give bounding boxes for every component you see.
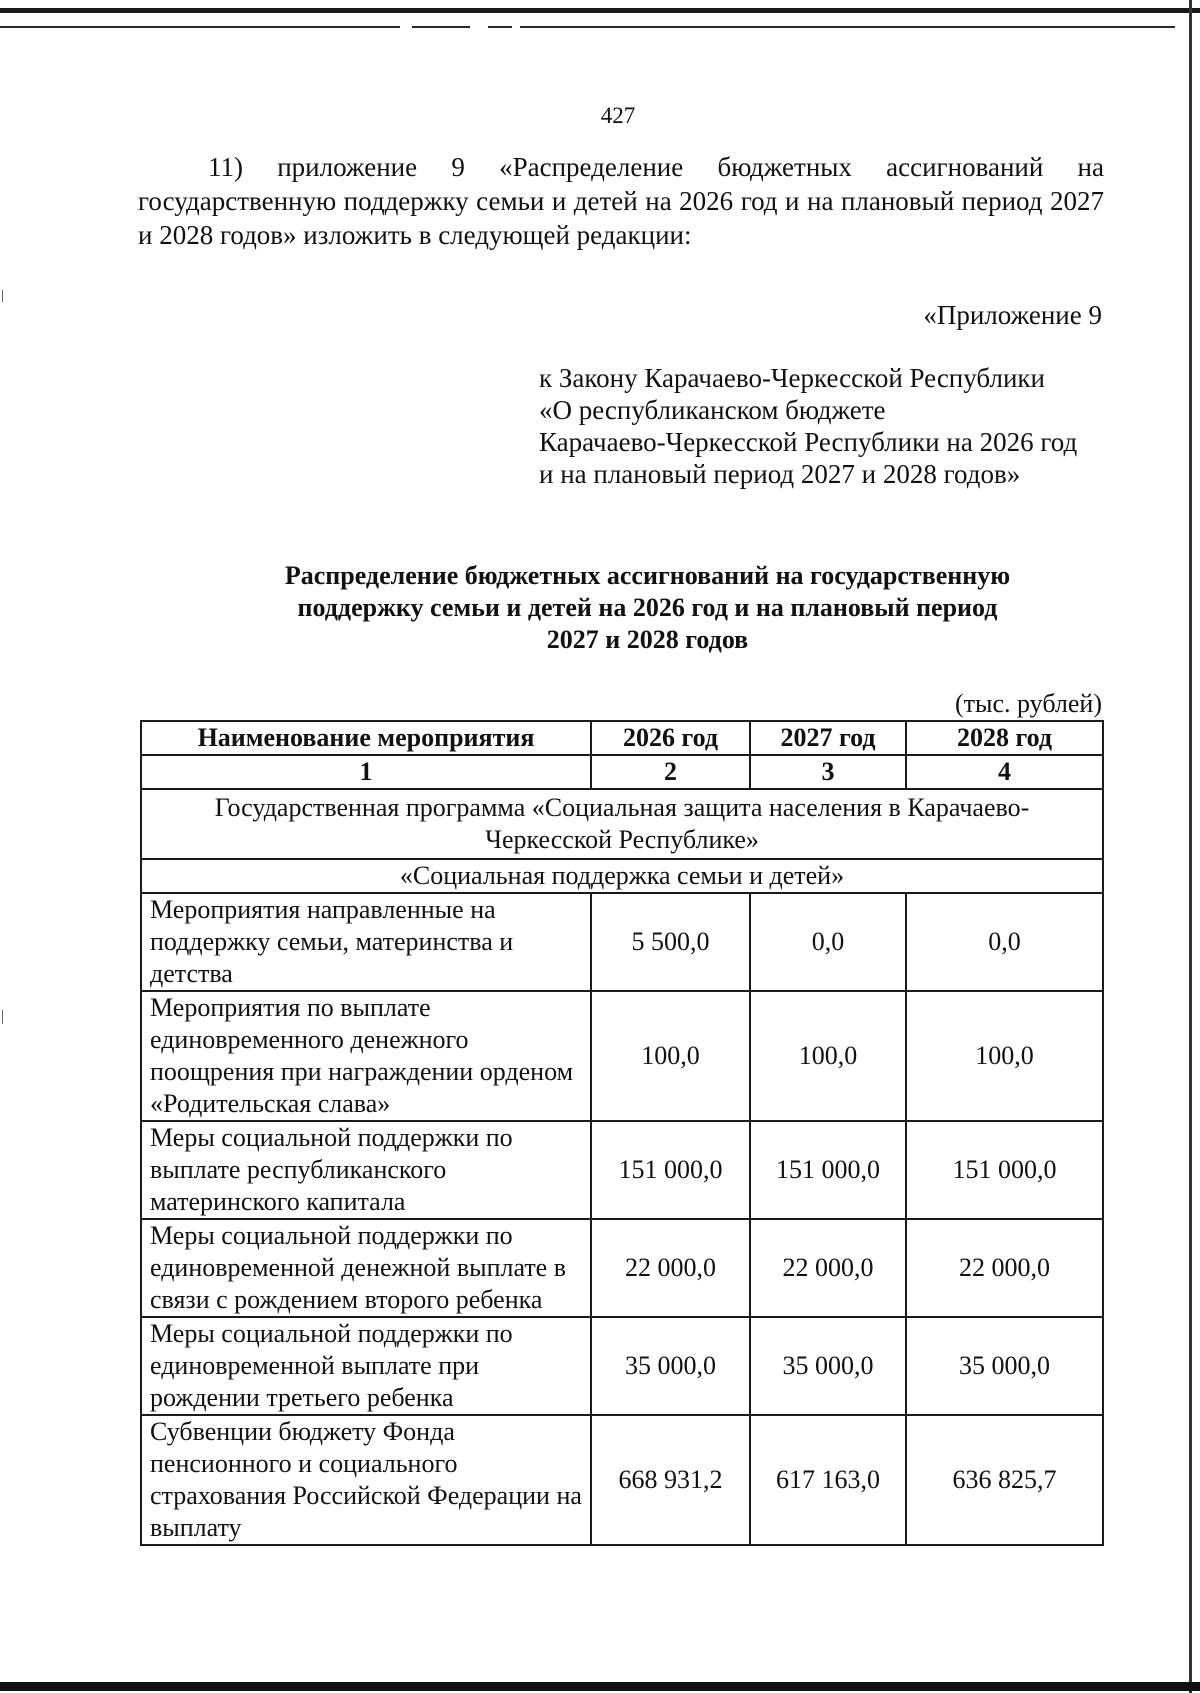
appendix-line: к Закону Карачаево-Черкесской Республики <box>539 363 1045 393</box>
appendix-reference <box>539 362 1119 490</box>
appendix-line: «О республиканском бюджете <box>539 395 886 425</box>
title-line: Распределение бюджетных ассигнований на государственную <box>284 561 1011 590</box>
title-line: 2027 и 2028 годов <box>546 625 749 654</box>
header-cell: 2028 год <box>906 721 1103 755</box>
value-2026-cell: 22 000,0 <box>591 1219 750 1317</box>
table-row <box>141 1317 1103 1415</box>
row-name-cell: Меры социальной поддержки по выплате республиканского материнского капитала <box>141 1121 591 1219</box>
budget-table <box>140 720 1104 1546</box>
scan-border-right <box>1189 0 1192 1693</box>
table-row <box>141 1121 1103 1219</box>
value-2026-cell: 668 931,2 <box>591 1415 750 1545</box>
table-row <box>141 991 1103 1121</box>
value-2026-cell: 5 500,0 <box>591 893 750 991</box>
value-2027-cell: 0,0 <box>750 893 906 991</box>
column-number-cell: 1 <box>141 755 591 789</box>
value-2027-cell: 617 163,0 <box>750 1415 906 1545</box>
scan-dash-line <box>0 26 400 28</box>
table-row <box>141 1219 1103 1317</box>
column-number-cell: 2 <box>591 755 750 789</box>
units-label: (тыс. рублей) <box>954 689 1102 718</box>
program-row <box>141 789 1103 859</box>
value-2026-cell: 151 000,0 <box>591 1121 750 1219</box>
scan-border-bottom <box>0 1682 1200 1691</box>
program-cell: Государственная программа «Социальная защита населения в Карачаево-Черкесской Республике» <box>141 789 1103 859</box>
title-line: поддержку семьи и детей на 2026 год и на плановый период <box>297 593 998 622</box>
value-2028-cell: 100,0 <box>906 991 1103 1121</box>
value-2028-cell: 35 000,0 <box>906 1317 1103 1415</box>
header-cell: 2027 год <box>750 721 906 755</box>
value-2027-cell: 35 000,0 <box>750 1317 906 1415</box>
row-name-cell: Субвенции бюджету Фонда пенсионного и социального страхования Российской Федерации на выплату <box>141 1415 591 1545</box>
header-cell: Наименование мероприятия <box>141 721 591 755</box>
subprogram-row <box>141 859 1103 893</box>
row-name-cell: Меры социальной поддержки по единовременной денежной выплате в связи с рождением второго ребенка <box>141 1219 591 1317</box>
document-title <box>200 560 1095 656</box>
subprogram-cell: «Социальная поддержка семьи и детей» <box>141 859 1103 893</box>
value-2027-cell: 100,0 <box>750 991 906 1121</box>
column-number-cell: 4 <box>906 755 1103 789</box>
page-number: 427 <box>600 103 636 128</box>
row-name-cell: Меры социальной поддержки по единовременной выплате при рождении третьего ребенка <box>141 1317 591 1415</box>
value-2026-cell: 35 000,0 <box>591 1317 750 1415</box>
scan-dash-line <box>412 26 470 28</box>
column-number-cell: 3 <box>750 755 906 789</box>
table-row <box>141 1415 1103 1545</box>
appendix-line: и на плановый период 2027 и 2028 годов» <box>539 459 1021 489</box>
row-name-cell: Мероприятия по выплате единовременного денежного поощрения при награждении орденом «Родительская слава» <box>141 991 591 1121</box>
scan-mark <box>2 290 3 302</box>
appendix-label: «Приложение 9 <box>923 300 1102 330</box>
intro-paragraph: 11) приложение 9 «Распределение бюджетных ассигнований на государственную поддержку семьи и детей на 2026 год и на плановый период 2027 и 2028 годов» изложить в следующей редакции: <box>138 152 1104 250</box>
scan-dash-line <box>488 26 512 28</box>
value-2028-cell: 636 825,7 <box>906 1415 1103 1545</box>
scan-dash-line <box>520 26 1175 28</box>
value-2027-cell: 22 000,0 <box>750 1219 906 1317</box>
value-2028-cell: 22 000,0 <box>906 1219 1103 1317</box>
value-2026-cell: 100,0 <box>591 991 750 1121</box>
value-2028-cell: 0,0 <box>906 893 1103 991</box>
row-name-cell: Мероприятия направленные на поддержку семьи, материнства и детства <box>141 893 591 991</box>
table-row <box>141 893 1103 991</box>
table-header-row <box>141 721 1103 755</box>
column-number-row <box>141 755 1103 789</box>
appendix-line: Карачаево-Черкесской Республики на 2026 год <box>539 427 1078 457</box>
scan-mark <box>2 1010 3 1024</box>
value-2028-cell: 151 000,0 <box>906 1121 1103 1219</box>
scan-border-top <box>0 8 1200 13</box>
value-2027-cell: 151 000,0 <box>750 1121 906 1219</box>
header-cell: 2026 год <box>591 721 750 755</box>
